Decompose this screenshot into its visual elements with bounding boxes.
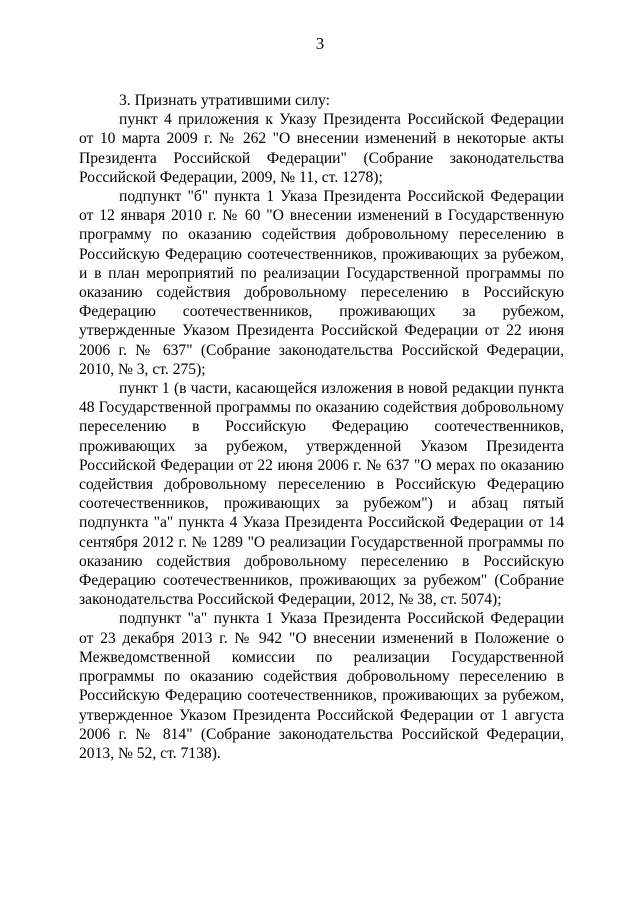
paragraph-item-2: подпункт "б" пункта 1 Указа Президента Российской Федерации от 12 января 2010 г. № 60 "О внесении изменений в Государственную программу по оказанию содействия добровольному переселению в Российскую Федерацию соотечественников, проживающих за рубежом, и в план мероприятий по реализации Государственной программы по оказанию содействия добровольному переселению в Российскую Федерацию соотечественников, проживающих за рубежом, утвержденные Указом Президента Российской Федерации от 22 июня 2006 г. № 637" (Собрание законодательства Российской Федерации, 2010, № 3, ст. 275);	[79, 188, 564, 378]
paragraph-item-1: пункт 4 приложения к Указу Президента Российской Федерации от 10 марта 2009 г. № 262 "О внесении изменений в некоторые акты Президента Российской Федерации" (Собрание законодательства Российской Федерации, 2009, № 11, ст. 1278);	[79, 111, 564, 186]
paragraph-item-3: пункт 1 (в части, касающейся изложения в новой редакции пункта 48 Государственной программы по оказанию содействия добровольному переселению в Российскую Федерацию соотечественников, проживающих за рубежом, утвержденной Указом Президента Российской Федерации от 22 июня 2006 г. № 637 "О мерах по оказанию содействия добровольному переселению в Российскую Федерацию соотечественников, проживающих за рубежом") и абзац пятый подпункта "а" пункта 4 Указа Президента Российской Федерации от 14 сентября 2012 г. № 1289 "О реализации Государственной программы по оказанию содействия добровольному переселению в Российскую Федерацию соотечественников, проживающих за рубежом" (Собрание законодательства Российской Федерации, 2012, № 38, ст. 5074);	[79, 380, 564, 609]
paragraph-heading: 3. Признать утратившими силу:	[119, 92, 330, 109]
page-number: 3	[315, 34, 325, 53]
paragraph-item-4: подпункт "а" пункта 1 Указа Президента Российской Федерации от 23 декабря 2013 г. № 942 "О внесении изменений в Положение о Межведомственной комиссии по реализации Государственной программы по оказанию содействия добровольному переселению в Российскую Федерацию соотечественников, проживающих за рубежом, утвержденное Указом Президента Российской Федерации от 1 августа 2006 г. № 814" (Собрание законодательства Российской Федерации, 2013, № 52, ст. 7138).	[79, 610, 564, 762]
document-body	[79, 91, 564, 763]
